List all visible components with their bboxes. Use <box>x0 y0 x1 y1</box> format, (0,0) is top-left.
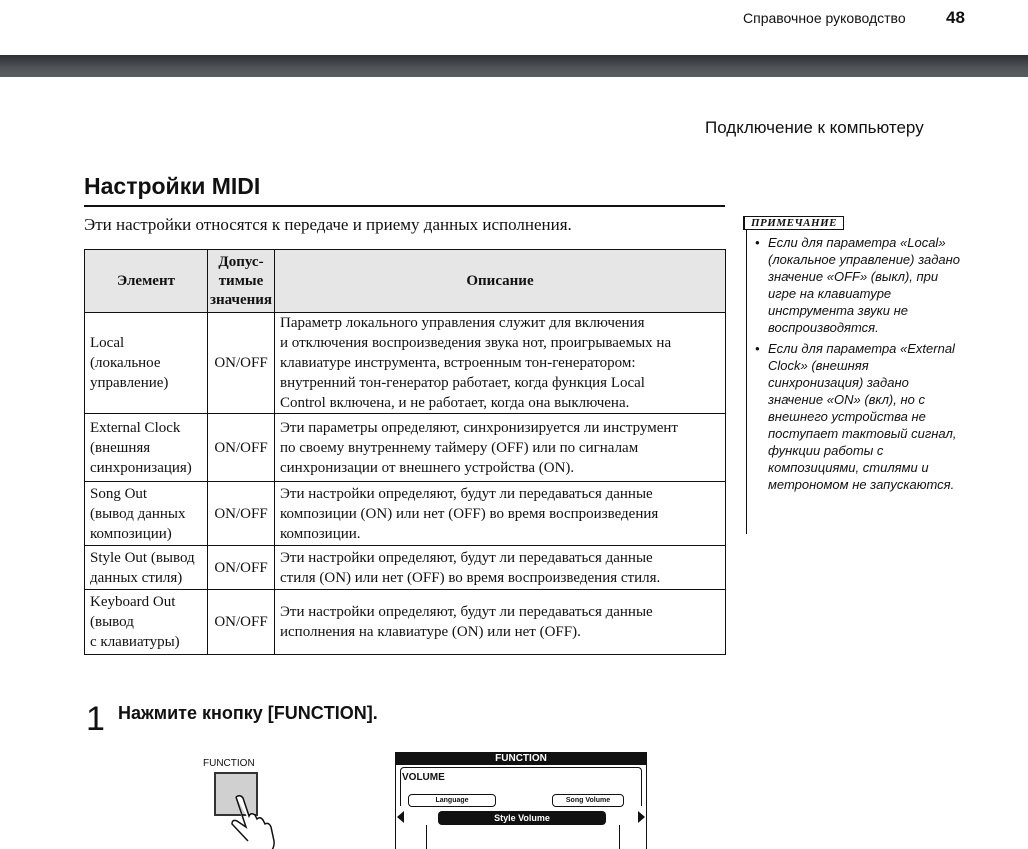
cell-values: ON/OFF <box>208 313 275 414</box>
step-number: 1 <box>86 700 105 738</box>
note-rule <box>746 230 747 534</box>
step-text: Нажмите кнопку [FUNCTION]. <box>118 703 378 723</box>
note-box <box>754 234 964 497</box>
table-header <box>85 250 726 313</box>
cell-values: ON/OFF <box>208 482 275 546</box>
cell-element: Local (локальное управление) <box>85 313 208 414</box>
cell-description: Параметр локального управления служит для включения и отключения воспроизведения звука нот, проигрываемых на клавиатуре инструмента, встроенным тон-генератором: внутренний тон-генератор работает, когда функция Local Control включена, и не работает, когда она выключена. <box>275 313 726 414</box>
midi-settings-table <box>84 249 726 655</box>
table-row <box>85 546 726 590</box>
col-description: Описание <box>275 250 726 313</box>
table-row <box>85 414 726 482</box>
cell-description: Эти параметры определяют, синхронизируется ли инструмент по своему внутреннему таймеру (OFF) или по сигналам синхронизации от внешнего устройства (ON). <box>275 414 726 482</box>
function-button-label: FUNCTION <box>203 758 255 769</box>
cell-values: ON/OFF <box>208 590 275 655</box>
header-band <box>0 55 1028 77</box>
heading-rule <box>84 205 725 207</box>
cell-element: External Clock (внешняя синхронизация) <box>85 414 208 482</box>
cell-values: ON/OFF <box>208 414 275 482</box>
intro-text: Эти настройки относятся к передаче и приему данных исполнения. <box>84 215 572 234</box>
table-row <box>85 313 726 414</box>
page-heading: Настройки MIDI <box>84 173 261 199</box>
lcd-title: FUNCTION <box>396 753 646 765</box>
lcd-left-item: Language <box>408 794 496 807</box>
left-arrow-icon <box>397 811 404 823</box>
col-values: Допус- тимые значения <box>208 250 275 313</box>
col-element: Элемент <box>85 250 208 313</box>
cell-description: Эти настройки определяют, будут ли передаваться данные исполнения на клавиатуре (ON) или нет (OFF). <box>275 590 726 655</box>
lcd-display <box>395 752 647 849</box>
pressing-hand-icon <box>226 795 276 849</box>
right-arrow-icon <box>638 811 645 823</box>
page-number: 48 <box>946 8 965 27</box>
cell-description: Эти настройки определяют, будут ли передаваться данные композиции (ON) или нет (OFF) во время воспроизведения композиции. <box>275 482 726 546</box>
cell-element: Keyboard Out (вывод с клавиатуры) <box>85 590 208 655</box>
cell-element: Style Out (вывод данных стиля) <box>85 546 208 590</box>
manual-title: Справочное руководство <box>743 10 906 26</box>
table-row <box>85 482 726 546</box>
lcd-right-item: Song Volume <box>552 794 624 807</box>
note-label: ПРИМЕЧАНИЕ <box>743 216 844 230</box>
note-item: • Если для параметра «External Clock» (внешняя синхронизация) задано значение «ON» (вкл), но с внешнего устройства не поступает тактовый сигнал, функции работы с композициями, стилями и метрономом не запускаются. <box>754 340 964 493</box>
cell-description: Эти настройки определяют, будут ли передаваться данные стиля (ON) или нет (OFF) во время воспроизведения стиля. <box>275 546 726 590</box>
lcd-category: VOLUME <box>402 772 445 783</box>
cell-values: ON/OFF <box>208 546 275 590</box>
cell-element: Song Out (вывод данных композиции) <box>85 482 208 546</box>
section-title: Подключение к компьютеру <box>705 118 924 137</box>
note-item: • Если для параметра «Local» (локальное управление) задано значение «OFF» (выкл), при игре на клавиатуре инструмента звуки не воспроизводятся. <box>754 234 964 336</box>
table-row <box>85 590 726 655</box>
lcd-selected-item: Style Volume <box>438 811 606 825</box>
